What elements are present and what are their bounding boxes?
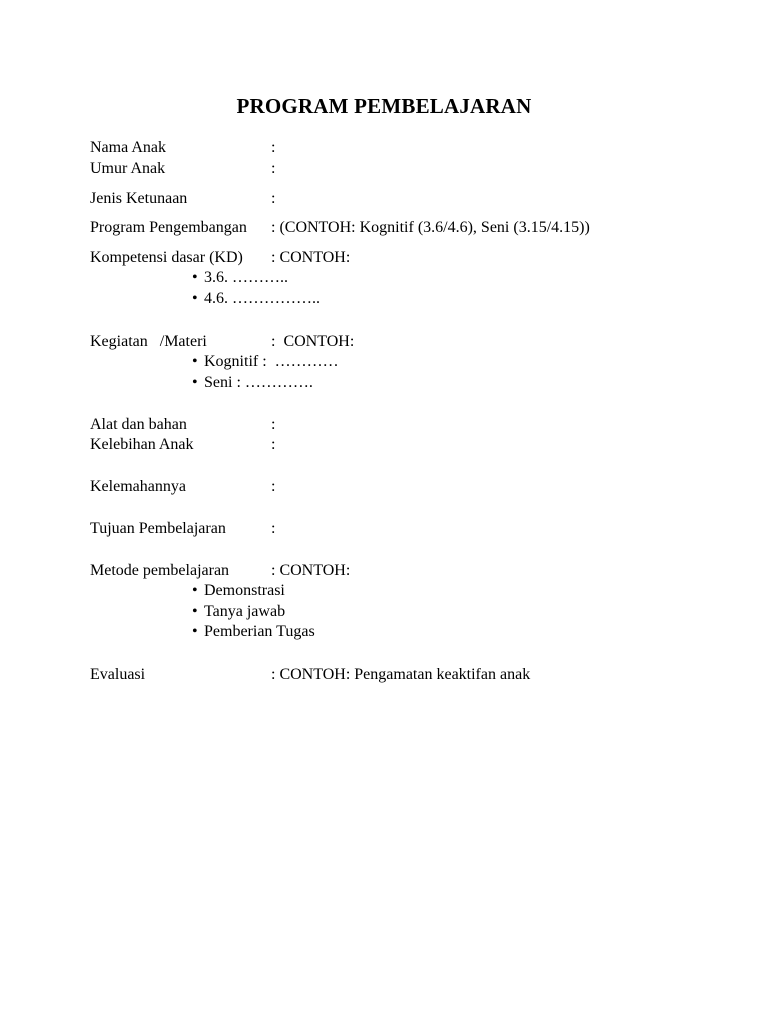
list-item-text: Seni : …………. xyxy=(204,373,313,391)
kegiatan-materi-list xyxy=(192,352,339,393)
list-item-text: Tanya jawab xyxy=(204,602,286,620)
list-item-text: Pemberian Tugas xyxy=(204,623,315,640)
metode-pembelajaran-list xyxy=(192,581,315,643)
bullet-icon: • xyxy=(192,582,198,599)
field-value: : xyxy=(271,139,276,156)
bullet-icon: • xyxy=(192,289,198,307)
bullet-icon: • xyxy=(192,353,198,370)
field-label: Nama Anak xyxy=(90,139,166,156)
bullet-icon: • xyxy=(192,602,198,620)
list-item xyxy=(192,373,339,394)
kompetensi-dasar-list xyxy=(192,268,320,309)
field-value: : xyxy=(271,478,276,495)
bullet-icon: • xyxy=(192,373,198,391)
field-value: : (CONTOH: Kognitif (3.6/4.6), Seni (3.15/4.15)) xyxy=(271,219,590,236)
field-value: : CONTOH: xyxy=(271,333,355,350)
field-label: Umur Anak xyxy=(90,160,166,177)
list-item xyxy=(192,581,315,602)
field-label: Evaluasi xyxy=(90,666,146,683)
field-value: : xyxy=(271,416,276,433)
bullet-icon: • xyxy=(192,269,198,286)
field-label: Kelemahannya xyxy=(90,478,186,495)
list-item xyxy=(192,352,339,373)
list-item xyxy=(192,602,315,623)
field-label: Metode pembelajaran xyxy=(90,562,230,579)
field-value: : xyxy=(271,520,276,537)
list-item xyxy=(192,289,320,310)
list-item-text: 3.6. ……….. xyxy=(204,269,288,286)
field-value: : CONTOH: xyxy=(271,249,351,266)
field-value: : CONTOH: Pengamatan keaktifan anak xyxy=(271,666,531,683)
field-label: Tujuan Pembelajaran xyxy=(90,520,226,537)
field-label: Alat dan bahan xyxy=(90,416,187,433)
list-item xyxy=(192,622,315,643)
page-title: PROGRAM PEMBELAJARAN xyxy=(236,94,532,118)
field-value: : CONTOH: xyxy=(271,562,351,579)
list-item-text: 4.6. …………….. xyxy=(204,289,320,307)
field-value: : xyxy=(271,190,276,207)
field-label: Kelebihan Anak xyxy=(90,436,194,453)
field-value: : xyxy=(271,160,276,177)
field-value: : xyxy=(271,436,276,453)
field-label: Kompetensi dasar (KD) xyxy=(90,249,243,266)
list-item-text: Demonstrasi xyxy=(204,582,285,599)
field-label: Kegiatan /Materi xyxy=(90,333,207,350)
list-item xyxy=(192,268,320,289)
field-label: Program Pengembangan xyxy=(90,219,247,236)
bullet-icon: • xyxy=(192,623,198,640)
field-label: Jenis Ketunaan xyxy=(90,190,188,207)
list-item-text: Kognitif : ………… xyxy=(204,353,339,370)
